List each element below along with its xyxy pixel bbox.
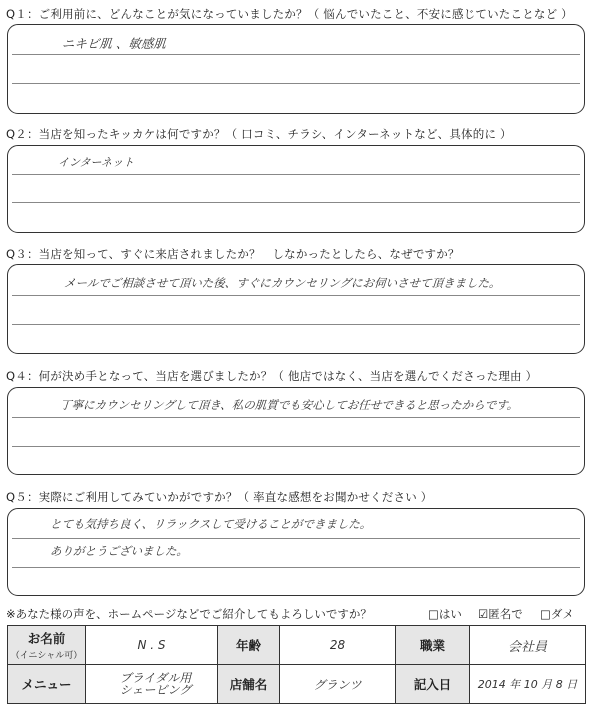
answer-line [12, 567, 580, 568]
question-1-label: Q１：ご利用前に、どんなことが気になっていましたか？（ 悩んでいたこと、不安に感じていたことなど ） [6, 7, 573, 21]
question-3-label: Q３：当店を知って、すぐに来店されましたか？ しなかったとしたら、なぜですか？ [6, 247, 460, 261]
answer-line [12, 324, 580, 325]
name-label-cell [8, 626, 86, 665]
answer-line [12, 538, 580, 539]
age-label: 年齢 [218, 626, 280, 665]
question-2-answer: インターネット [57, 156, 135, 169]
job-label: 職業 [396, 626, 470, 665]
consent-option-anonymous[interactable]: ☑匿名で [478, 607, 523, 621]
question-1-answer-box [7, 24, 585, 114]
name-label: お名前 [27, 631, 66, 646]
name-value: N . S [86, 626, 218, 665]
question-5-answer-line-2: ありがとうございました。 [49, 544, 189, 558]
name-sub-label: （イニシャル可） [10, 651, 83, 661]
menu-value-line-1: ブライダル用 [119, 671, 192, 685]
question-2-label: Q２：当店を知ったキッカケは何ですか？（ 口コミ、チラシ、インターネットなど、具体的に ） [6, 127, 512, 141]
consent-question: ※あなた様の声を、ホームページなどでご紹介してもよろしいですか？ [6, 607, 372, 621]
question-4-label: Q４：何が決め手となって、当店を選びましたか？（ 他店ではなく、当店を選んでくださった理由 ） [6, 369, 538, 383]
question-5-answer-box [7, 508, 585, 596]
menu-label: メニュー [8, 665, 86, 704]
date-label: 記入日 [396, 665, 470, 704]
customer-info-table [7, 625, 586, 704]
menu-value-cell [86, 665, 218, 704]
menu-value-line-2: シェービング [119, 683, 192, 697]
question-4-answer-box [7, 387, 585, 475]
answer-line [12, 295, 580, 296]
answer-line [12, 54, 580, 55]
question-3-answer-box [7, 264, 585, 354]
question-2-answer-box [7, 145, 585, 233]
answer-line [12, 202, 580, 203]
question-3-answer: メールでご相談させて頂いた後、すぐにカウンセリングにお伺いさせて頂きました。 [63, 276, 502, 290]
answer-line [12, 83, 580, 84]
question-1-answer: ニキビ肌 、敏感肌 [61, 36, 167, 51]
answer-line [12, 446, 580, 447]
age-value: 28 [280, 626, 396, 665]
question-5-label: Q５：実際にご利用してみていかがですか？（ 率直な感想をお聞かせください ） [6, 490, 433, 504]
store-label: 店舗名 [218, 665, 280, 704]
question-4-answer: 丁寧にカウンセリングして頂き、私の肌質でも安心してお任せできると思ったからです。 [59, 398, 519, 412]
consent-option-yes[interactable]: □はい [428, 607, 462, 621]
question-5-answer-line-1: とても気持ち良く、リラックスして受けることができました。 [49, 517, 372, 531]
job-value: 会社員 [470, 626, 586, 665]
consent-option-no[interactable]: □ダメ [540, 607, 574, 621]
date-value: 2014 年 10 月 8 日 [470, 665, 586, 704]
answer-line [12, 174, 580, 175]
answer-line [12, 417, 580, 418]
store-value: グランツ [280, 665, 396, 704]
